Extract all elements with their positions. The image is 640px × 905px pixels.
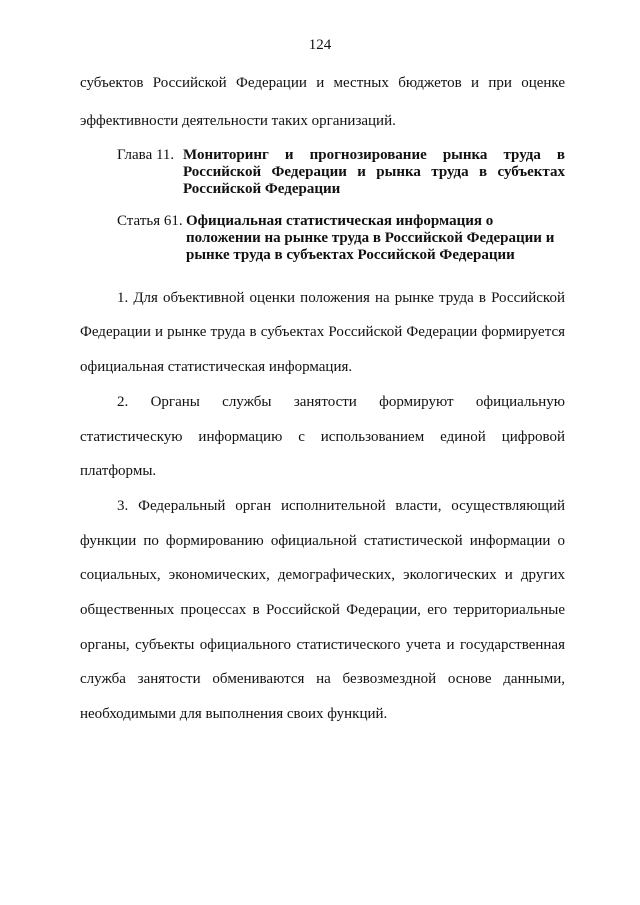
paragraph-1-line-1: 1. Для объективной оценки положения на рынке труда в Российской [117,290,565,306]
paragraph-3-line-6: служба занятости обмениваются на безвозмездной основе данными, [80,671,565,687]
article-title-line-1: Официальная статистическая информация о [186,213,494,229]
article-number: Статья 61. [117,213,183,229]
chapter-title-line-3: Российской Федерации [183,181,341,197]
paragraph-3-line-4: общественных процессах в Российской Федерации, его территориальные [80,602,565,618]
chapter-number: Глава 11. [117,147,175,163]
paragraph-3-line-5: органы, субъекты официального статистического учета и государственная [80,637,565,653]
paragraph-3-line-2: функции по формированию официальной статистической информации о [80,533,565,549]
article-title-line-3: рынке труда в субъектах Российской Федерации [186,247,515,263]
article-title-line-2: положении на рынке труда в Российской Федерации и [186,230,555,246]
paragraph-2-line-2: статистическую информацию с использованием единой цифровой [80,429,565,445]
article-heading [117,213,565,265]
chapter-title-line-1: Мониторинг и прогнозирование рынка труда в [183,147,565,163]
paragraph-1-line-3: официальная статистическая информация. [80,359,353,375]
article-title [186,213,565,264]
paragraph-3-line-1: 3. Федеральный орган исполнительной власти, осуществляющий [117,498,565,514]
chapter-heading [117,147,565,199]
paragraph-2-line-1: 2. Органы службы занятости формируют официальную [117,394,565,410]
paragraph-2-line-3: платформы. [80,463,157,479]
paragraph-1-line-2: Федерации и рынке труда в субъектах Российской Федерации формируется [80,324,565,340]
chapter-title-line-2: Российской Федерации и рынка труда в субъектах [183,164,565,180]
intro-line-1: субъектов Российской Федерации и местных бюджетов и при оценке [80,75,565,91]
paragraph-3-line-7: необходимыми для выполнения своих функций. [80,706,388,722]
chapter-title [183,147,565,198]
page-number: 124 [308,37,332,53]
paragraph-3-line-3: социальных, экономических, демографических, экологических и других [80,567,565,583]
intro-line-2: эффективности деятельности таких организаций. [80,113,396,129]
